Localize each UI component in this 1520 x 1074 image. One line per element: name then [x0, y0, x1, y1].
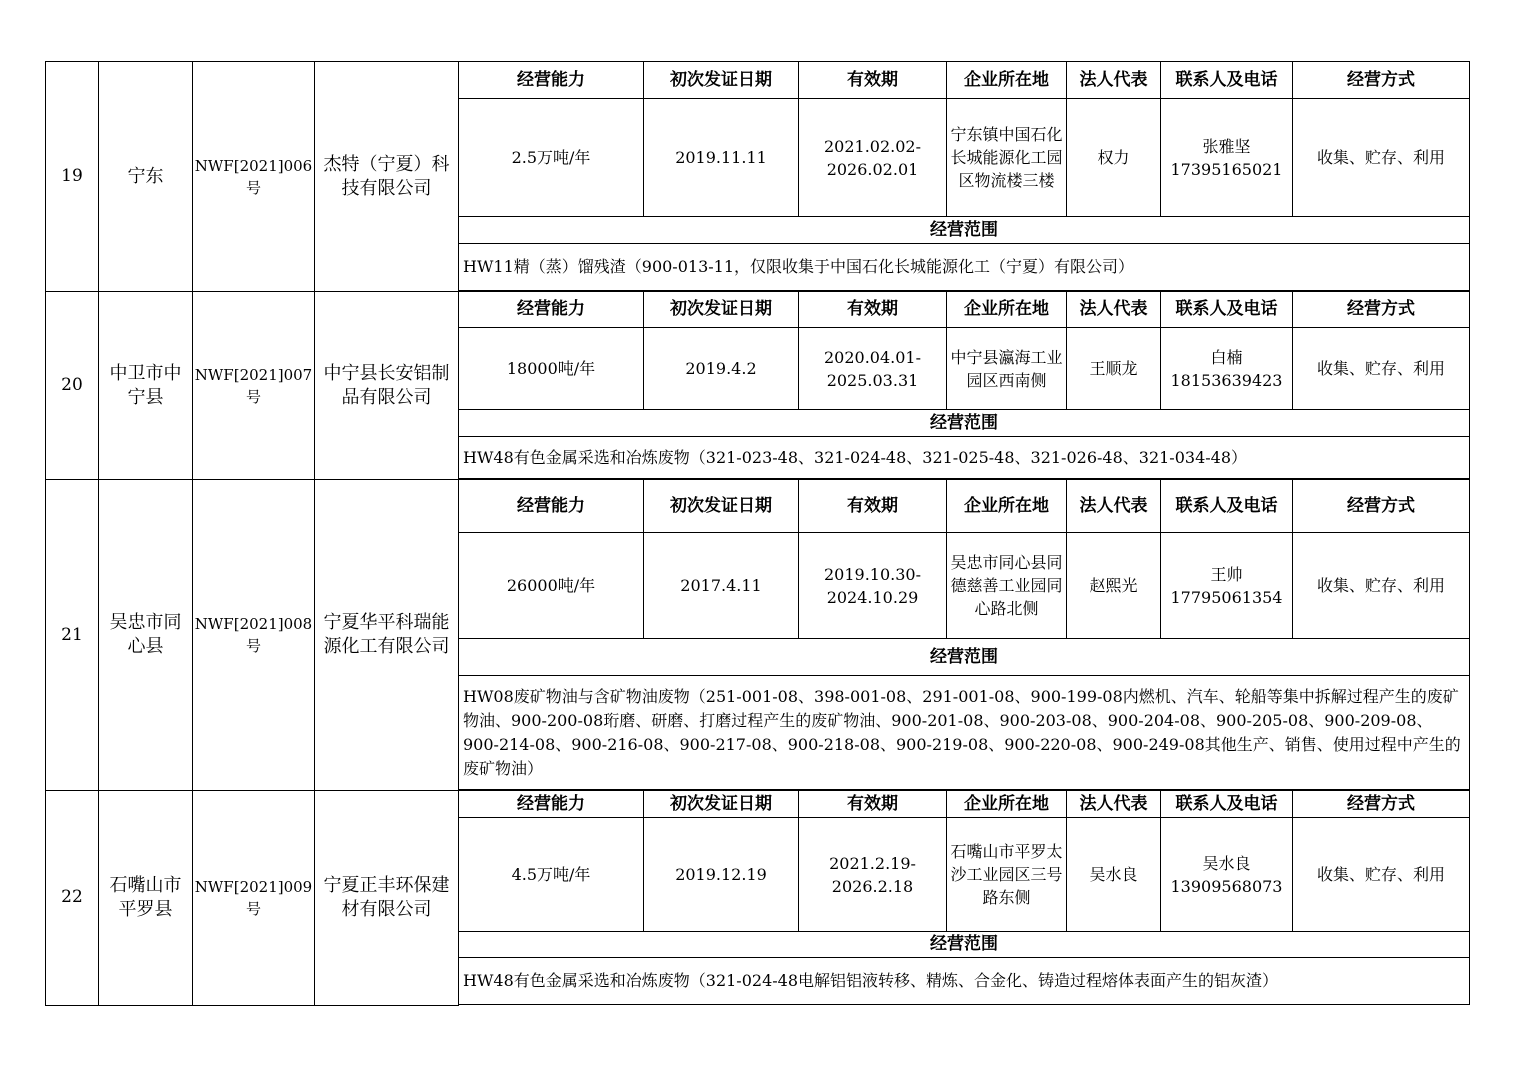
validity-value: 2019.10.30-2024.10.29 — [799, 533, 947, 639]
validity-value: 2021.02.02-2026.02.01 — [799, 99, 947, 217]
permit-number: NWF[2021]006号 — [193, 62, 315, 292]
legal-rep-value: 吴水良 — [1067, 818, 1161, 932]
contact-value — [1161, 328, 1293, 410]
region-cell: 中卫市中宁县 — [99, 292, 193, 480]
scope-text: HW48有色金属采选和冶炼废物（321-024-48电解铝铝液转移、精炼、合金化、铸造过程熔体表面产生的铝灰渣） — [459, 958, 1470, 1005]
header-first-issue-date: 初次发证日期 — [644, 791, 799, 818]
header-capacity: 经营能力 — [459, 480, 644, 533]
header-validity: 有效期 — [799, 480, 947, 533]
header-legal-rep: 法人代表 — [1067, 292, 1161, 328]
validity-value: 2020.04.01-2025.03.31 — [799, 328, 947, 410]
contact-phone: 17395165021 — [1170, 159, 1283, 179]
capacity-value: 26000吨/年 — [459, 533, 644, 639]
capacity-value: 18000吨/年 — [459, 328, 644, 410]
location-value: 石嘴山市平罗太沙工业园区三号路东侧 — [947, 818, 1067, 932]
contact-value — [1161, 533, 1293, 639]
header-first-issue-date: 初次发证日期 — [644, 480, 799, 533]
record-19-header-row — [46, 62, 1470, 99]
header-mode: 经营方式 — [1293, 791, 1470, 818]
header-contact: 联系人及电话 — [1161, 292, 1293, 328]
contact-value — [1161, 818, 1293, 932]
company-name: 宁夏华平科瑞能源化工有限公司 — [315, 480, 459, 791]
contact-value — [1161, 99, 1293, 217]
header-location: 企业所在地 — [947, 480, 1067, 533]
first-issue-date-value: 2019.11.11 — [644, 99, 799, 217]
first-issue-date-value: 2019.12.19 — [644, 818, 799, 932]
header-capacity: 经营能力 — [459, 62, 644, 99]
legal-rep-value: 权力 — [1067, 99, 1161, 217]
capacity-value: 4.5万吨/年 — [459, 818, 644, 932]
location-value: 吴忠市同心县同德慈善工业园同心路北侧 — [947, 533, 1067, 639]
contact-phone: 17795061354 — [1170, 587, 1283, 607]
permit-number: NWF[2021]009号 — [193, 791, 315, 1006]
record-number: 20 — [46, 292, 99, 480]
region-cell: 吴忠市同心县 — [99, 480, 193, 791]
contact-name: 白楠 — [1210, 347, 1243, 367]
permit-table-sheet — [45, 61, 1469, 1006]
header-first-issue-date: 初次发证日期 — [644, 292, 799, 328]
company-name: 中宁县长安铝制品有限公司 — [315, 292, 459, 480]
location-value: 宁东镇中国石化长城能源化工园区物流楼三楼 — [947, 99, 1067, 217]
header-mode: 经营方式 — [1293, 292, 1470, 328]
scope-text: HW48有色金属采选和冶炼废物（321-023-48、321-024-48、321-025-48、321-026-48、321-034-48） — [459, 437, 1470, 479]
contact-phone: 13909568073 — [1170, 876, 1283, 896]
region-cell: 宁东 — [99, 62, 193, 292]
header-contact: 联系人及电话 — [1161, 62, 1293, 99]
header-location: 企业所在地 — [947, 292, 1067, 328]
permit-number: NWF[2021]008号 — [193, 480, 315, 791]
first-issue-date-value: 2017.4.11 — [644, 533, 799, 639]
record-22-header-row — [46, 791, 1470, 818]
capacity-value: 2.5万吨/年 — [459, 99, 644, 217]
scope-title: 经营范围 — [459, 217, 1470, 244]
record-20-header-row — [46, 292, 1470, 328]
contact-name: 吴水良 — [1202, 853, 1251, 873]
header-mode: 经营方式 — [1293, 480, 1470, 533]
header-mode: 经营方式 — [1293, 62, 1470, 99]
header-validity: 有效期 — [799, 292, 947, 328]
header-validity: 有效期 — [799, 791, 947, 818]
location-value: 中宁县瀛海工业园区西南侧 — [947, 328, 1067, 410]
contact-name: 王帅 — [1210, 564, 1243, 584]
header-legal-rep: 法人代表 — [1067, 62, 1161, 99]
mode-value: 收集、贮存、利用 — [1293, 533, 1470, 639]
mode-value: 收集、贮存、利用 — [1293, 328, 1470, 410]
record-number: 19 — [46, 62, 99, 292]
scope-text: HW08废矿物油与含矿物油废物（251-001-08、398-001-08、291-001-08、900-199-08内燃机、汽车、轮船等集中拆解过程产生的废矿物油、900-200-08珩磨、研磨、打磨过程产生的废矿物油、900-201-08、900-203-08、900-204-08、900-205-08、900-209-08、900-214-08、900-216-08、900-217-08、900-218-08、900-219-08、900-220-08、900-249-08其他生产、销售、使用过程中产生的废矿物油） — [459, 676, 1470, 790]
contact-name: 张雅坚 — [1202, 136, 1251, 156]
header-legal-rep: 法人代表 — [1067, 791, 1161, 818]
region-cell: 石嘴山市平罗县 — [99, 791, 193, 1006]
scope-title: 经营范围 — [459, 932, 1470, 958]
permit-table — [45, 61, 1470, 1006]
record-number: 22 — [46, 791, 99, 1006]
first-issue-date-value: 2019.4.2 — [644, 328, 799, 410]
record-number: 21 — [46, 480, 99, 791]
header-validity: 有效期 — [799, 62, 947, 99]
record-21-header-row — [46, 480, 1470, 533]
scope-text: HW11精（蒸）馏残渣（900-013-11，仅限收集于中国石化长城能源化工（宁夏）有限公司） — [459, 244, 1470, 291]
header-location: 企业所在地 — [947, 791, 1067, 818]
header-contact: 联系人及电话 — [1161, 480, 1293, 533]
header-capacity: 经营能力 — [459, 292, 644, 328]
mode-value: 收集、贮存、利用 — [1293, 99, 1470, 217]
header-location: 企业所在地 — [947, 62, 1067, 99]
contact-phone: 18153639423 — [1170, 370, 1283, 390]
company-name: 宁夏正丰环保建材有限公司 — [315, 791, 459, 1006]
validity-value: 2021.2.19-2026.2.18 — [799, 818, 947, 932]
header-legal-rep: 法人代表 — [1067, 480, 1161, 533]
company-name: 杰特（宁夏）科技有限公司 — [315, 62, 459, 292]
header-first-issue-date: 初次发证日期 — [644, 62, 799, 99]
legal-rep-value: 王顺龙 — [1067, 328, 1161, 410]
header-contact: 联系人及电话 — [1161, 791, 1293, 818]
scope-title: 经营范围 — [459, 410, 1470, 437]
mode-value: 收集、贮存、利用 — [1293, 818, 1470, 932]
permit-number: NWF[2021]007号 — [193, 292, 315, 480]
legal-rep-value: 赵熙光 — [1067, 533, 1161, 639]
scope-title: 经营范围 — [459, 639, 1470, 676]
header-capacity: 经营能力 — [459, 791, 644, 818]
